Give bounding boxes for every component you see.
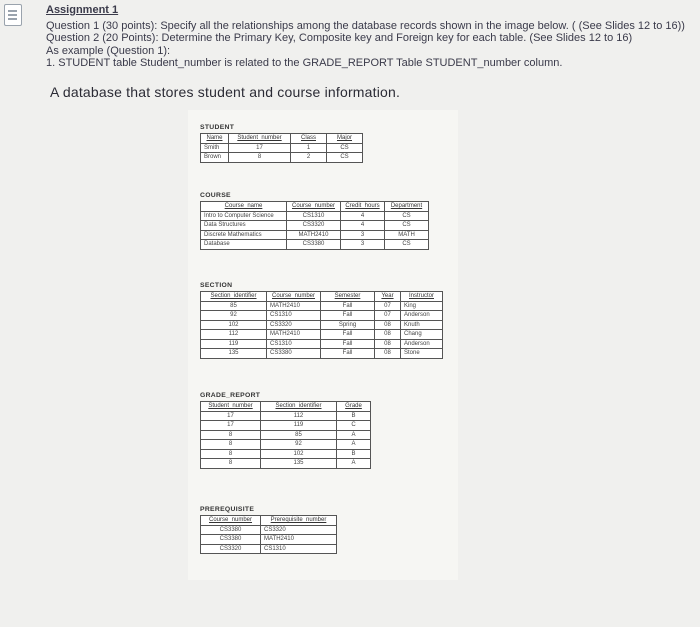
table-cell: CS3320 [267,320,321,330]
table-cell: 17 [201,421,261,431]
table-cell: Fall [321,339,375,349]
table-cell: 1 [291,143,327,153]
database-subtitle: A database that stores student and course information. [50,84,401,100]
table-cell: 8 [201,430,261,440]
section-table-block [200,282,443,359]
table-header: Section_identifier [201,292,267,302]
table-header: Department [385,202,429,212]
table-row [201,211,429,221]
table-row [201,143,363,153]
example-text: 1. STUDENT table Student_number is related to the GRADE_REPORT Table STUDENT_number column. [46,57,563,69]
table-cell: MATH2410 [261,535,337,545]
table-row [201,311,443,321]
table-row [201,449,371,459]
table-cell: 8 [201,440,261,450]
table-header: Course_name [201,202,287,212]
assignment-title: Assignment 1 [46,4,119,16]
database-figure [188,110,458,580]
table-cell: Anderson [401,311,443,321]
table-cell: 8 [201,459,261,469]
course-table [200,201,429,250]
table-cell: Anderson [401,339,443,349]
table-cell: 85 [261,430,337,440]
table-row [201,330,443,340]
table-cell: 85 [201,301,267,311]
table-cell: Stone [401,349,443,359]
table-header: Grade [337,402,371,412]
table-cell: CS3380 [267,349,321,359]
table-cell: 3 [341,230,385,240]
table-row [201,320,443,330]
table-cell: CS1310 [261,544,337,554]
table-cell: 135 [201,349,267,359]
table-row [201,430,371,440]
table-cell: CS1310 [287,211,341,221]
table-row [201,221,429,231]
table-cell: CS3320 [261,525,337,535]
table-cell: Brown [201,153,229,163]
table-cell: CS [385,221,429,231]
table-cell: 135 [261,459,337,469]
table-cell: CS [385,211,429,221]
table-cell: 8 [201,449,261,459]
table-row [201,339,443,349]
table-cell: Fall [321,301,375,311]
course-table-title: COURSE [200,192,231,199]
table-cell: 08 [375,349,401,359]
table-cell: Data Structures [201,221,287,231]
table-cell: MATH2410 [267,301,321,311]
table-header: Course_number [267,292,321,302]
table-header: Class [291,134,327,144]
table-cell: CS [327,153,363,163]
table-row [201,544,337,554]
table-cell: Spring [321,320,375,330]
table-cell: 112 [201,330,267,340]
table-cell: CS3380 [201,535,261,545]
table-row [201,349,443,359]
table-cell: 92 [261,440,337,450]
table-cell: CS3320 [201,544,261,554]
table-cell: A [337,440,371,450]
grade-report-table-title: GRADE_REPORT [200,392,261,399]
table-cell: CS3380 [201,525,261,535]
table-cell: MATH [385,230,429,240]
table-header: Semester [321,292,375,302]
student-table-block [200,124,363,163]
table-cell: A [337,459,371,469]
section-table [200,291,443,359]
grade-report-table [200,401,371,469]
table-row [201,230,429,240]
table-row [201,535,337,545]
table-header: Credit_hours [341,202,385,212]
table-cell: C [337,421,371,431]
table-cell: 102 [261,449,337,459]
table-cell: Intro to Computer Science [201,211,287,221]
table-cell: CS [385,240,429,250]
table-header: Course_number [287,202,341,212]
example-label: As example (Question 1): [46,44,171,57]
table-header: Student_number [229,134,291,144]
student-table-title: STUDENT [200,124,235,131]
section-table-title: SECTION [200,282,233,289]
table-header: Year [375,292,401,302]
table-cell: Fall [321,330,375,340]
table-cell: 2 [291,153,327,163]
document-icon [4,4,22,26]
course-table-block [200,192,429,250]
table-header: Section_identifier [261,402,337,412]
table-cell: 119 [201,339,267,349]
table-row [201,459,371,469]
table-cell: 07 [375,311,401,321]
student-table [200,133,363,163]
table-cell: 17 [229,143,291,153]
question-1-text: Question 1 (30 points): Specify all the relationships among the database records shown in the image below. ( (See Slides 12 to 16)) [46,19,685,32]
table-cell: CS3380 [287,240,341,250]
table-cell: B [337,449,371,459]
question-2-text: Question 2 (20 Points): Determine the Primary Key, Composite key and Foreign key for each table. (See Slides 12 to 16) [46,32,633,44]
table-cell: 119 [261,421,337,431]
table-cell: 4 [341,211,385,221]
table-cell: Knuth [401,320,443,330]
table-header: Prerequisite_number [261,516,337,526]
table-cell: B [337,411,371,421]
table-row [201,301,443,311]
table-cell: Database [201,240,287,250]
table-row [201,411,371,421]
prerequisite-table-block [200,506,337,554]
table-cell: 08 [375,330,401,340]
table-row [201,240,429,250]
table-cell: MATH2410 [287,230,341,240]
table-cell: CS1310 [267,339,321,349]
table-cell: Chang [401,330,443,340]
table-cell: A [337,430,371,440]
table-header: Student_number [201,402,261,412]
table-cell: CS1310 [267,311,321,321]
table-cell: 92 [201,311,267,321]
table-cell: 4 [341,221,385,231]
table-cell: CS3320 [287,221,341,231]
table-header: Course_number [201,516,261,526]
table-cell: Smith [201,143,229,153]
table-cell: Fall [321,349,375,359]
table-cell: 08 [375,339,401,349]
table-cell: 3 [341,240,385,250]
table-cell: CS [327,143,363,153]
table-cell: 17 [201,411,261,421]
table-header: Name [201,134,229,144]
table-header: Major [327,134,363,144]
table-cell: Fall [321,311,375,321]
assignment-header [46,4,686,70]
prerequisite-table [200,515,337,554]
grade-report-table-block [200,392,371,469]
table-row [201,525,337,535]
table-cell: 112 [261,411,337,421]
table-cell: King [401,301,443,311]
table-row [201,440,371,450]
table-cell: MATH2410 [267,330,321,340]
table-header: Instructor [401,292,443,302]
table-cell: Discrete Mathematics [201,230,287,240]
table-cell: 102 [201,320,267,330]
table-cell: 08 [375,320,401,330]
prerequisite-table-title: PREREQUISITE [200,506,255,513]
table-row [201,153,363,163]
table-cell: 8 [229,153,291,163]
table-row [201,421,371,431]
table-cell: 07 [375,301,401,311]
